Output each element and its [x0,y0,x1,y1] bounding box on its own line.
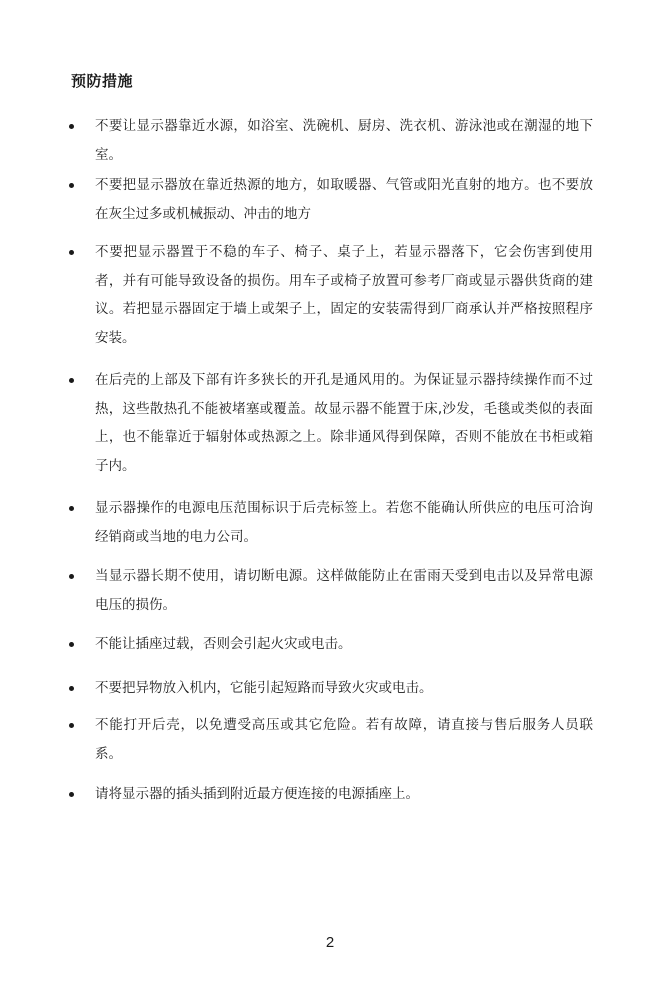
list-item-text: 不能让插座过载，否则会引起火灾或电击。 [95,636,352,652]
list-item-text: 不要把显示器置于不稳的车子、椅子、桌子上，若显示器落下，它会伤害到使用者，并有可能导致设备的损伤。用车子或椅子放置可参考厂商或显示器供货商的建议。若把显示器固定于墙上或架子上，固定的安装需得到厂商承认并严格按照程序安装。 [95,244,593,346]
page-number: 2 [325,934,335,951]
list-item-text: 不要让显示器靠近水源，如浴室、洗碗机、厨房、洗衣机、游泳池或在潮湿的地下室。 [95,118,593,163]
list-item-text: 当显示器长期不使用，请切断电源。这样做能防止在雷雨天受到电击以及异常电源电压的损伤。 [95,568,593,613]
page-title: 预防措施 [71,72,134,90]
bullet-icon [69,124,74,129]
bullet-icon [69,723,74,728]
bullet-icon [69,378,74,383]
list-item-text: 不要把异物放入机内，它能引起短路而导致火灾或电击。 [95,680,433,696]
list-item-text: 请将显示器的插头插到附近最方便连接的电源插座上。 [95,786,419,802]
bullet-icon [69,250,74,255]
list-item-text: 在后壳的上部及下部有许多狭长的开孔是通风用的。为保证显示器持续操作而不过热，这些散热孔不能被堵塞或覆盖。故显示器不能置于床,沙发，毛毯或类似的表面上，也不能靠近于辐射体或热源之上。除非通风得到保障，否则不能放在书柜或箱子内。 [95,372,593,474]
bullet-icon [69,183,74,188]
bullet-icon [69,642,74,647]
list-item-text: 不要把显示器放在靠近热源的地方，如取暖器、气管或阳光直射的地方。也不要放在灰尘过多或机械振动、冲击的地方 [95,177,593,222]
bullet-icon [69,686,74,691]
bullet-icon [69,792,74,797]
list-item-text: 不能打开后壳，以免遭受高压或其它危险。若有故障，请直接与售后服务人员联系。 [95,717,593,762]
bullet-icon [69,506,74,511]
bullet-icon [69,574,74,579]
list-item-text: 显示器操作的电源电压范围标识于后壳标签上。若您不能确认所供应的电压可洽询经销商或当地的电力公司。 [95,500,593,545]
